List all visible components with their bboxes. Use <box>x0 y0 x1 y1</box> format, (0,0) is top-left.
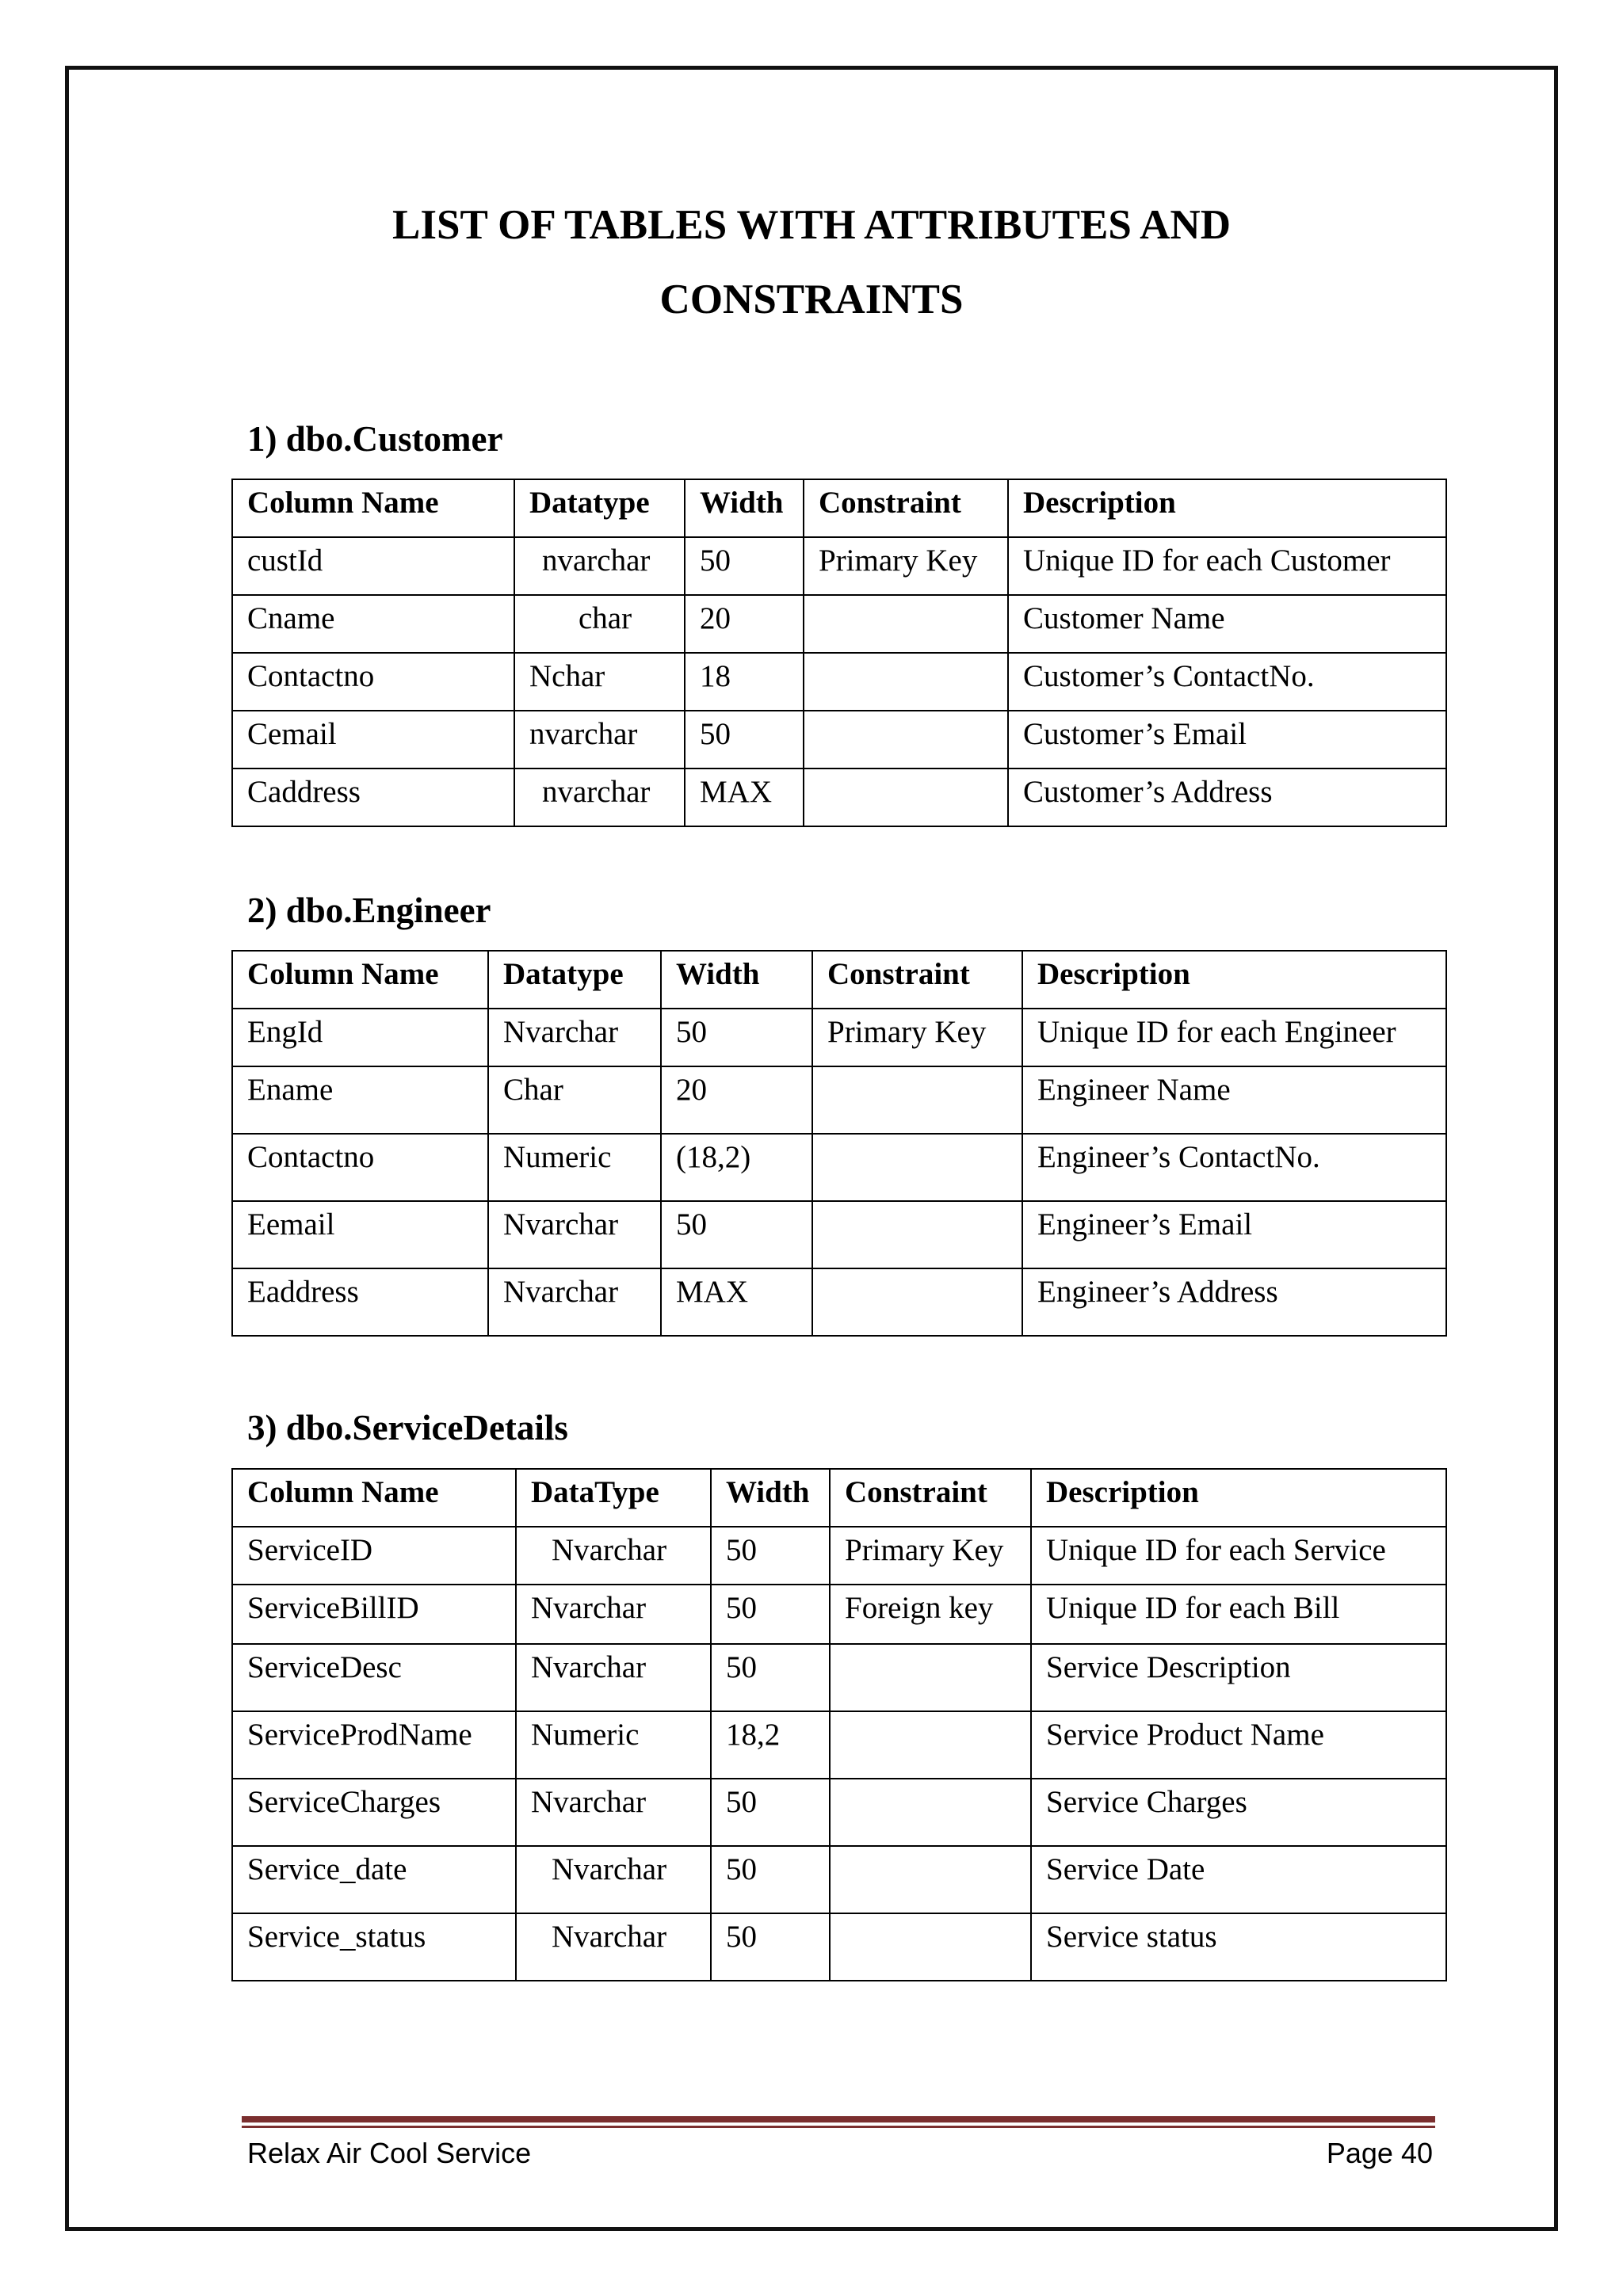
cell: Numeric <box>516 1711 711 1779</box>
table-row <box>232 769 1446 826</box>
cell: Customer’s Address <box>1008 769 1446 826</box>
cell: Customer’s Email <box>1008 711 1446 769</box>
cell: Caddress <box>232 769 514 826</box>
service-details-table <box>231 1468 1447 1981</box>
cell: char <box>514 595 685 653</box>
table-row <box>232 1009 1446 1066</box>
table-header-row <box>232 479 1446 537</box>
cell <box>812 1066 1022 1134</box>
cell: 50 <box>711 1913 830 1981</box>
cell: 50 <box>711 1779 830 1846</box>
table-row <box>232 1066 1446 1134</box>
cell: Primary Key <box>804 537 1008 595</box>
cell: Engineer’s Email <box>1022 1201 1446 1268</box>
cell: nvarchar <box>514 769 685 826</box>
cell: Unique ID for each Engineer <box>1022 1009 1446 1066</box>
header-cell: Description <box>1022 951 1446 1009</box>
cell: Nvarchar <box>516 1644 711 1711</box>
cell: Unique ID for each Bill <box>1031 1585 1446 1644</box>
header-cell: Description <box>1031 1469 1446 1527</box>
cell: 18,2 <box>711 1711 830 1779</box>
table-heading-engineer: 2) dbo.Engineer <box>247 891 491 930</box>
footer-document-name: Relax Air Cool Service <box>247 2137 532 2169</box>
header-cell: Datatype <box>488 951 661 1009</box>
cell <box>830 1779 1031 1846</box>
cell: Ename <box>232 1066 488 1134</box>
cell: EngId <box>232 1009 488 1066</box>
cell: Customer Name <box>1008 595 1446 653</box>
cell <box>812 1134 1022 1201</box>
cell: Nvarchar <box>488 1009 661 1066</box>
table-row <box>232 1644 1446 1711</box>
cell: Char <box>488 1066 661 1134</box>
cell: (18,2) <box>661 1134 812 1201</box>
cell: Service_date <box>232 1846 516 1913</box>
cell: 50 <box>661 1009 812 1066</box>
table-row <box>232 1779 1446 1846</box>
cell: Nvarchar <box>516 1779 711 1846</box>
customer-table <box>231 479 1447 827</box>
table-row <box>232 1711 1446 1779</box>
cell: 18 <box>685 653 804 711</box>
cell: Numeric <box>488 1134 661 1201</box>
header-cell: Width <box>661 951 812 1009</box>
cell: Nvarchar <box>488 1201 661 1268</box>
page-title-line-1: LIST OF TABLES WITH ATTRIBUTES AND <box>392 202 1231 248</box>
table-row <box>232 1585 1446 1644</box>
cell: Engineer’s Address <box>1022 1268 1446 1336</box>
cell: custId <box>232 537 514 595</box>
cell: Unique ID for each Customer <box>1008 537 1446 595</box>
header-cell: Description <box>1008 479 1446 537</box>
cell: 50 <box>685 711 804 769</box>
header-cell: Width <box>685 479 804 537</box>
table-row <box>232 1913 1446 1981</box>
cell: Primary Key <box>830 1527 1031 1585</box>
cell: Service status <box>1031 1913 1446 1981</box>
cell: ServiceProdName <box>232 1711 516 1779</box>
cell: Cname <box>232 595 514 653</box>
cell: nvarchar <box>514 711 685 769</box>
table-row <box>232 653 1446 711</box>
cell: Eaddress <box>232 1268 488 1336</box>
table-row <box>232 1201 1446 1268</box>
table-row <box>232 1268 1446 1336</box>
cell: Customer’s ContactNo. <box>1008 653 1446 711</box>
table-row <box>232 595 1446 653</box>
cell: Engineer Name <box>1022 1066 1446 1134</box>
footer-rule-thin <box>242 2126 1435 2128</box>
cell: ServiceID <box>232 1527 516 1585</box>
cell <box>804 769 1008 826</box>
cell: MAX <box>685 769 804 826</box>
cell: 50 <box>711 1585 830 1644</box>
cell: 50 <box>711 1846 830 1913</box>
cell: Service Date <box>1031 1846 1446 1913</box>
cell: Nvarchar <box>516 1527 711 1585</box>
cell: ServiceCharges <box>232 1779 516 1846</box>
cell <box>830 1711 1031 1779</box>
table-heading-service-details: 3) dbo.ServiceDetails <box>247 1408 568 1447</box>
header-cell: DataType <box>516 1469 711 1527</box>
cell: ServiceBillID <box>232 1585 516 1644</box>
table-header-row <box>232 951 1446 1009</box>
cell: Contactno <box>232 1134 488 1201</box>
header-cell: Column Name <box>232 951 488 1009</box>
cell: Nvarchar <box>516 1913 711 1981</box>
table-header-row <box>232 1469 1446 1527</box>
cell <box>830 1846 1031 1913</box>
cell: ServiceDesc <box>232 1644 516 1711</box>
header-cell: Column Name <box>232 479 514 537</box>
cell <box>804 711 1008 769</box>
page-title-line-2: CONSTRAINTS <box>659 277 964 322</box>
cell <box>812 1201 1022 1268</box>
cell: Cemail <box>232 711 514 769</box>
table-row <box>232 1527 1446 1585</box>
table-row <box>232 537 1446 595</box>
header-cell: Constraint <box>830 1469 1031 1527</box>
cell: 50 <box>711 1644 830 1711</box>
cell: Service Charges <box>1031 1779 1446 1846</box>
footer-page-number: Page 40 <box>1326 2137 1433 2169</box>
cell: MAX <box>661 1268 812 1336</box>
header-cell: Column Name <box>232 1469 516 1527</box>
cell: Engineer’s ContactNo. <box>1022 1134 1446 1201</box>
table-row <box>232 1134 1446 1201</box>
cell: nvarchar <box>514 537 685 595</box>
cell: 50 <box>711 1527 830 1585</box>
table-heading-customer: 1) dbo.Customer <box>247 419 503 459</box>
cell: Nvarchar <box>516 1585 711 1644</box>
header-cell: Width <box>711 1469 830 1527</box>
cell: Unique ID for each Service <box>1031 1527 1446 1585</box>
cell: 50 <box>685 537 804 595</box>
header-cell: Constraint <box>812 951 1022 1009</box>
cell <box>804 653 1008 711</box>
engineer-table <box>231 950 1447 1337</box>
table-row <box>232 1846 1446 1913</box>
cell: Nvarchar <box>488 1268 661 1336</box>
cell: 20 <box>661 1066 812 1134</box>
cell <box>830 1913 1031 1981</box>
footer-rule-thick <box>242 2116 1435 2122</box>
cell: 20 <box>685 595 804 653</box>
cell: 50 <box>661 1201 812 1268</box>
cell: Nchar <box>514 653 685 711</box>
header-cell: Datatype <box>514 479 685 537</box>
cell: Service_status <box>232 1913 516 1981</box>
table-row <box>232 711 1446 769</box>
cell: Foreign key <box>830 1585 1031 1644</box>
cell: Eemail <box>232 1201 488 1268</box>
cell <box>812 1268 1022 1336</box>
cell: Contactno <box>232 653 514 711</box>
cell: Primary Key <box>812 1009 1022 1066</box>
cell: Service Product Name <box>1031 1711 1446 1779</box>
cell <box>804 595 1008 653</box>
cell: Nvarchar <box>516 1846 711 1913</box>
header-cell: Constraint <box>804 479 1008 537</box>
cell <box>830 1644 1031 1711</box>
cell: Service Description <box>1031 1644 1446 1711</box>
